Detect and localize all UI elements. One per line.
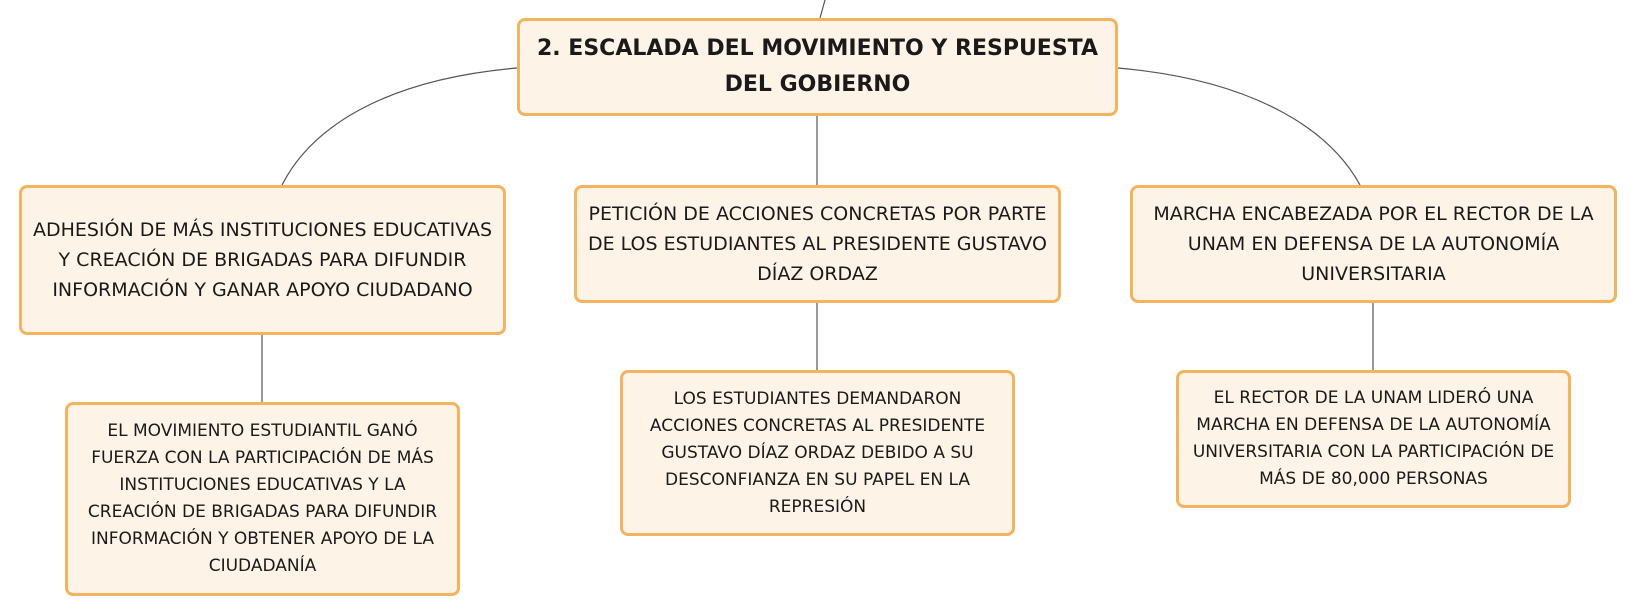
branch-node-adhesion[interactable] <box>19 185 506 335</box>
connector-root-to-right <box>1118 68 1360 185</box>
connector-parent-to-root <box>820 0 825 18</box>
branch-node-peticion[interactable] <box>574 185 1061 303</box>
root-node[interactable] <box>517 18 1118 116</box>
detail-node-peticion[interactable] <box>620 370 1015 536</box>
connector-root-to-left <box>282 68 517 185</box>
root-node-title: 2. ESCALADA DEL MOVIMIENTO Y RESPUESTA DEL GOBIERNO <box>536 36 1099 97</box>
detail-node-marcha[interactable] <box>1176 370 1571 508</box>
detail-node-text: EL MOVIMIENTO ESTUDIANTIL GANÓ FUERZA CON LA PARTICIPACIÓN DE MÁS INSTITUCIONES EDUCATIVAS Y LA CREACIÓN DE BRIGADAS PARA DIFUNDIR INFORMACIÓN Y OBTENER APOYO DE LA CIUDADANÍA <box>87 421 438 576</box>
detail-node-adhesion[interactable] <box>65 402 460 596</box>
branch-node-text: PETICIÓN DE ACCIONES CONCRETAS POR PARTE DE LOS ESTUDIANTES AL PRESIDENTE GUSTAVO DÍAZ ORDAZ <box>587 203 1048 285</box>
detail-node-text: EL RECTOR DE LA UNAM LIDERÓ UNA MARCHA EN DEFENSA DE LA AUTONOMÍA UNIVERSITARIA CON LA PARTICIPACIÓN DE MÁS DE 80,000 PERSONAS <box>1192 388 1555 489</box>
detail-node-text: LOS ESTUDIANTES DEMANDARON ACCIONES CONCRETAS AL PRESIDENTE GUSTAVO DÍAZ ORDAZ DEBIDO A SU DESCONFIANZA EN SU PAPEL EN LA REPRESIÓN <box>649 388 986 517</box>
branch-node-text: MARCHA ENCABEZADA POR EL RECTOR DE LA UNAM EN DEFENSA DE LA AUTONOMÍA UNIVERSITARIA <box>1153 203 1594 285</box>
branch-node-text: ADHESIÓN DE MÁS INSTITUCIONES EDUCATIVAS Y CREACIÓN DE BRIGADAS PARA DIFUNDIR INFORMACIÓN Y GANAR APOYO CIUDADANO <box>32 219 493 301</box>
branch-node-marcha[interactable] <box>1130 185 1617 303</box>
